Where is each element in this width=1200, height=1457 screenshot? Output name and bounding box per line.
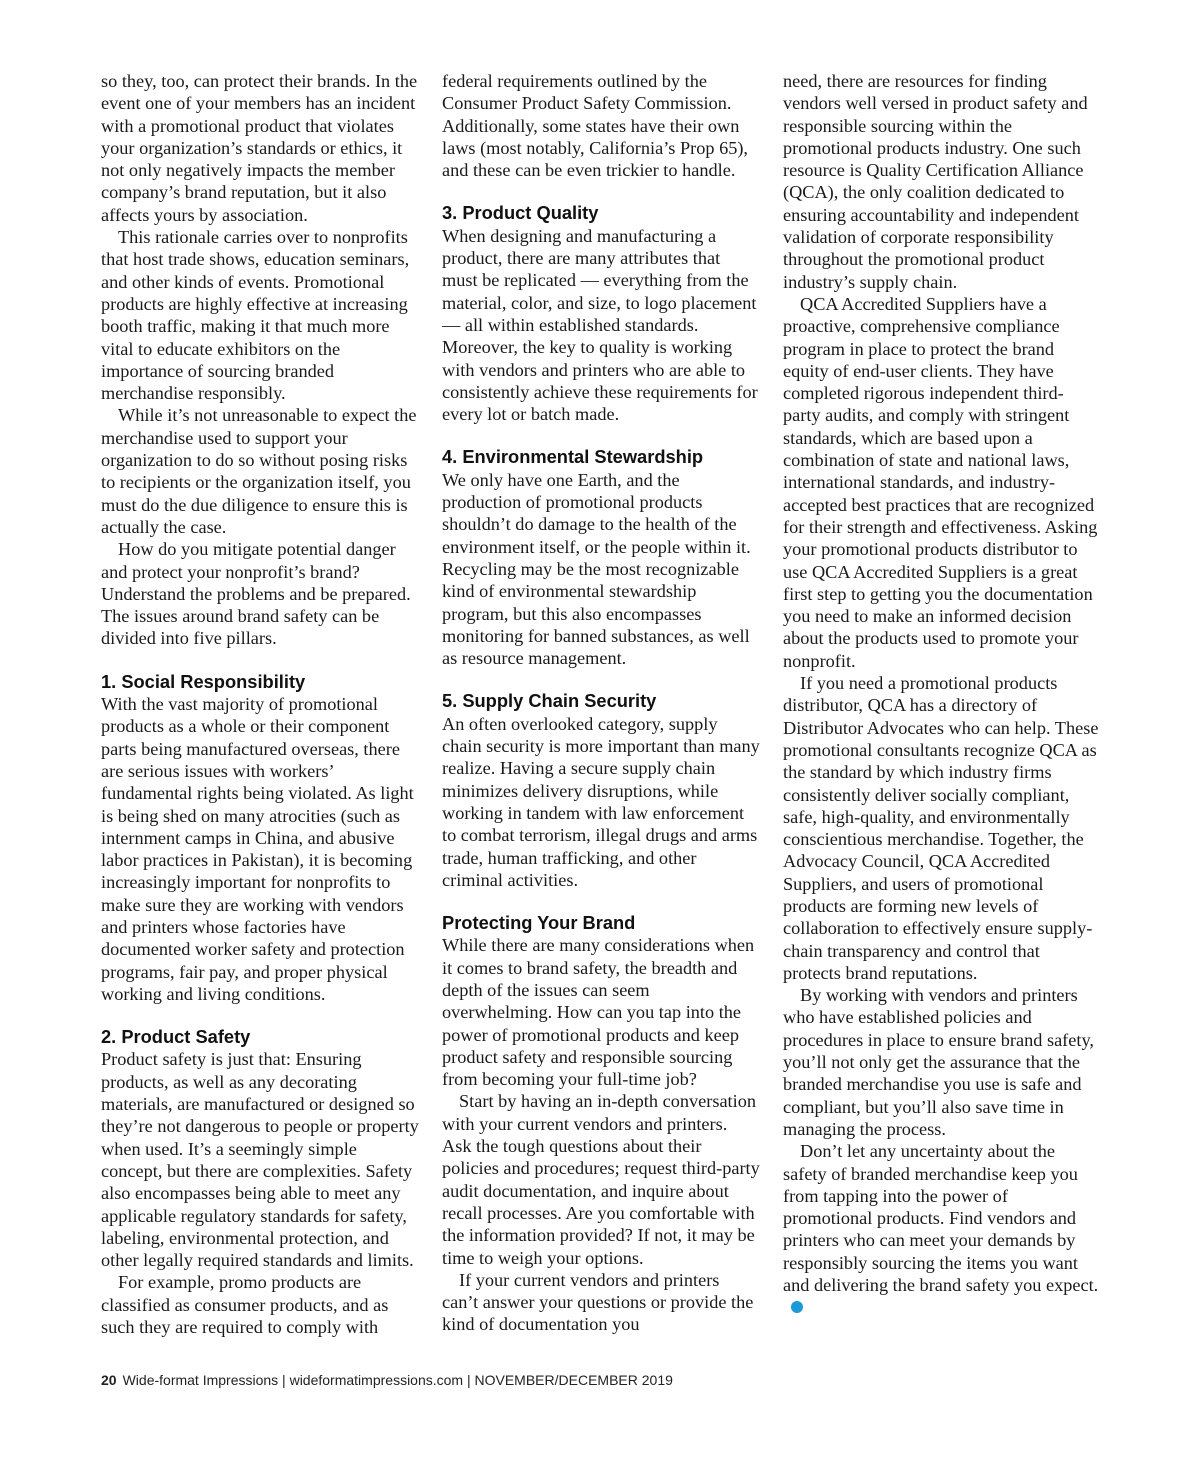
footer-publication-info: Wide-format Impressions | wideformatimpressions.com | NOVEMBER/DECEMBER 2019 (122, 1372, 673, 1388)
paragraph: This rationale carries over to nonprofits that host trade shows, education seminars, and other kinds of events. Promotional products are highly effective at increasing booth traffic, making it that much more vital to educate exhibitors on the importance of sourcing branded merchandise responsibly. (101, 227, 410, 404)
paragraph: federal requirements outlined by the Consumer Product Safety Commission. Additionally, some states have their own laws (most notably, California’s Prop 65), and these can be even trickier to handle. (442, 71, 749, 181)
article-column-1 (101, 70, 419, 1338)
section-heading-environmental-stewardship: 4. Environmental Stewardship (442, 446, 704, 468)
paragraph: We only have one Earth, and the production of promotional products shouldn’t do damage to the health of the environment itself, or the people within it. Recycling may be the most recognizable kind of environmental stewardship program, but this also encompasses monitoring for banned substances, as well as resource management. (442, 469, 751, 669)
paragraph: If your current vendors and printers can’t answer your questions or provide the kind of documentation you (442, 1269, 754, 1335)
section-heading-product-safety: 2. Product Safety (101, 1026, 251, 1048)
paragraph: For example, promo products are classified as consumer products, and as such they are required to comply with (101, 1272, 389, 1338)
paragraph: Start by having an in-depth conversation with your current vendors and printers. Ask the tough questions about their policies and procedures; request third-party audit documentation, and inquire about recall processes. Are you comfortable with the information provided? If not, it may be time to weigh your options. (442, 1091, 760, 1268)
section-heading-product-quality: 3. Product Quality (442, 202, 599, 224)
paragraph: With the vast majority of promotional products as a whole or their component parts being manufactured overseas, there are serious issues with workers’ fundamental rights being violated. As light is being shed on many atrocities (such as internment camps in China, and abusive labor practices in Pakistan), it is becoming increasingly important for nonprofits to make sure they are working with vendors and printers whose factories have documented worker safety and protection programs, fair pay, and proper physical working and living conditions. (101, 694, 414, 1004)
paragraph: While there are many considerations when it comes to brand safety, the breadth and depth of the issues can seem overwhelming. How can you tap into the power of promotional products and keep product safety and responsible sourcing from becoming your full-time job? (442, 935, 755, 1090)
page-footer (101, 1372, 673, 1388)
paragraph: If you need a promotional products distributor, QCA has a directory of Distributor Advocates who can help. These promotional consultants recognize QCA as the standard by which industry firms consistently deliver socially compliant, safe, high-quality, and environmentally conscientious merchandise. Together, the Advocacy Council, QCA Accredited Suppliers, and users of promotional products are forming new levels of collaboration to effectively ensure supply-chain transparency and control that protects brand reputations. (783, 673, 1099, 983)
paragraph: An often overlooked category, supply chain security is more important than many realize. Having a secure supply chain minimizes delivery disruptions, while working in tandem with law enforcement to combat terrorism, illegal drugs and arms trade, human trafficking, and other criminal activities. (442, 713, 760, 890)
section-heading-social-responsibility: 1. Social Responsibility (101, 670, 306, 692)
section-heading-protecting-your-brand: Protecting Your Brand (442, 912, 636, 934)
paragraph: How do you mitigate potential danger and protect your nonprofit’s brand? Understand the problems and be prepared. The issues around brand safety can be divided into five pillars. (101, 539, 411, 649)
article-column-2 (442, 70, 760, 1336)
section-heading-supply-chain-security: 5. Supply Chain Security (442, 690, 657, 712)
paragraph: so they, too, can protect their brands. In the event one of your members has an incident with a promotional product that violates your organization’s standards or ethics, it not only negatively impacts the member company’s brand reputation, but it also affects yours by association. (101, 71, 418, 225)
paragraph: While it’s not unreasonable to expect the merchandise used to support your organization to do so without posing risks to recipients or the organization itself, you must do the due diligence to ensure this is actually the case. (101, 405, 417, 537)
end-of-article-dot-icon (791, 1301, 803, 1313)
page-number: 20 (101, 1372, 117, 1388)
paragraph: need, there are resources for finding vendors well versed in product safety and responsible sourcing within the promotional products industry. One such resource is Quality Certification Alliance (QCA), the only coalition dedicated to ensuring accountability and independent validation of corporate responsibility throughout the promotional product industry’s supply chain. (783, 71, 1088, 292)
article-column-3 (783, 70, 1101, 1319)
paragraph: When designing and manufacturing a product, there are many attributes that must be replicated — everything from the material, color, and size, to logo placement — all within established standards. Moreover, the key to quality is working with vendors and printers who are able to consistently achieve these requirements for every lot or batch made. (442, 225, 758, 425)
paragraph-final (783, 1140, 1101, 1318)
paragraph: QCA Accredited Suppliers have a proactive, comprehensive compliance program in place to protect the brand equity of end-user clients. They have completed rigorous independent third-party audits, and comply with stringent standards, which are based upon a combination of state and national laws, international standards, and industry-accepted best practices that are recognized for their strength and effectiveness. Asking your promotional products distributor to use QCA Accredited Suppliers is a great first step to getting you the documentation you need to make an informed decision about the products used to promote your nonprofit. (783, 293, 1098, 671)
paragraph: Product safety is just that: Ensuring products, as well as any decorating materials, are manufactured or designed so they’re not dangerous to people or property when used. It’s a seemingly simple concept, but there are complexities. Safety also encompasses being able to meet any applicable regulatory standards for safety, labeling, environmental protection, and other legally required standards and limits. (101, 1049, 419, 1271)
paragraph-text: Don’t let any uncertainty about the safety of branded merchandise keep you from tapping into the power of promotional products. Find vendors and printers who can meet your demands by responsibly sourcing the items you want and delivering the brand safety you expect. (783, 1141, 1099, 1296)
paragraph: By working with vendors and printers who have established policies and procedures in place to ensure brand safety, you’ll not only get the assurance that the branded merchandise you use is safe and compliant, but you’ll also save time in managing the process. (783, 985, 1094, 1139)
